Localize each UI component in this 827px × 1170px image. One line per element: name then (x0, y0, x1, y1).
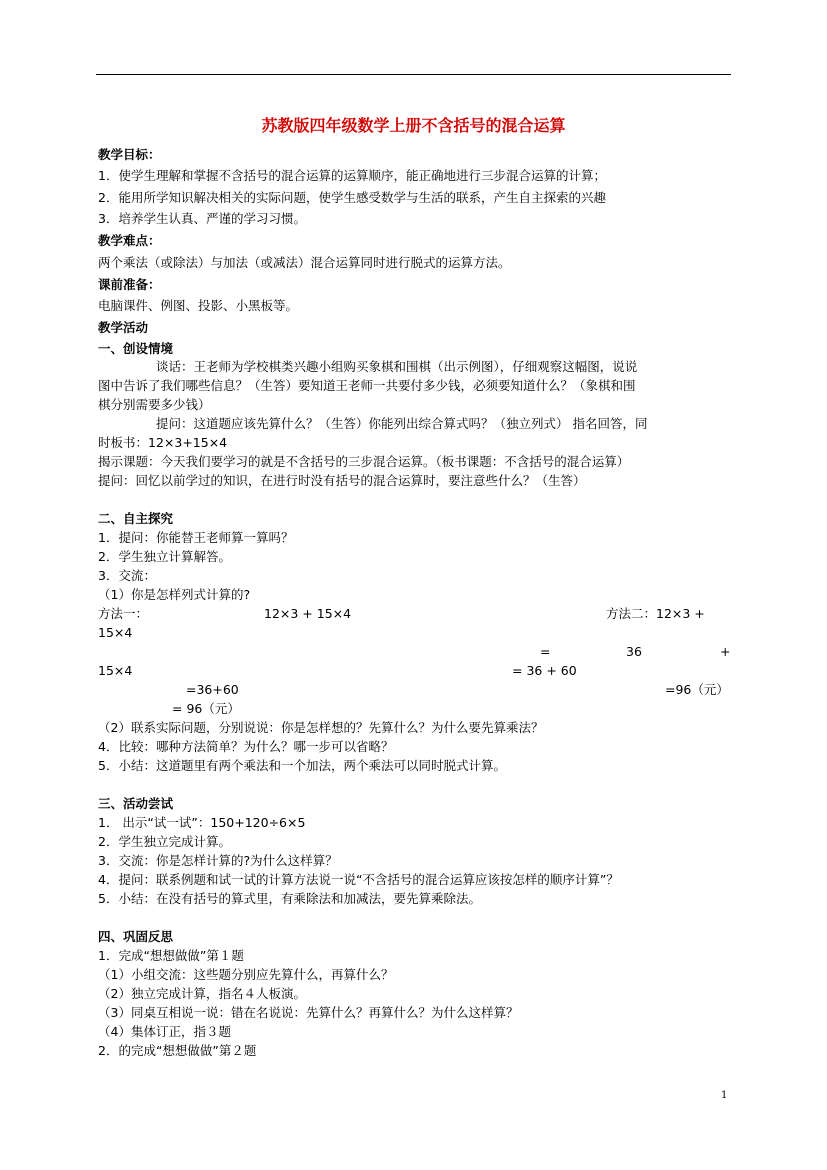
section-1-heading: 一、创设情境 (98, 341, 174, 356)
heading-activities: 教学活动 (98, 320, 149, 335)
method-2-step: =36+60 (186, 682, 239, 697)
method-2-expression-cont: 15×4 (98, 625, 133, 640)
document-title: 苏教版四年级数学上册不含括号的混合运算 (261, 116, 566, 135)
method-1-label: 方法一： (98, 606, 149, 621)
step-3: 3．交流： (98, 568, 156, 583)
topic-reveal: 揭示课题：今天我们要学习的就是不含括号的三步混合运算。（板书课题：不含括号的混合运算） (98, 454, 630, 469)
practice-1-sub-2: （2）独立完成计算，指名４人板演。 (98, 986, 306, 1001)
objective-2: 2．能用所学知识解决相关的实际问题，使学生感受数学与生活的联系，产生自主探索的兴趣 (98, 190, 606, 205)
objective-3: 3．培养学生认真、严谨的学习习惯。 (98, 211, 306, 226)
try-step-2: 2．学生独立完成计算。 (98, 834, 231, 849)
try-step-1: 1． 出示“试一试”：150+120÷6×5 (98, 815, 306, 830)
try-step-3: 3．交流：你是怎样计算的?为什么这样算？ (98, 853, 338, 868)
practice-1-sub-3: （3）同桌互相说一说：错在名说说：先算什么？再算什么？为什么这样算？ (98, 1005, 519, 1020)
practice-1-sub-1: （1）小组交流：这些题分别应先算什么，再算什么？ (98, 967, 394, 982)
section-4-heading: 四、巩固反思 (98, 929, 174, 944)
page-number: 1 (721, 1090, 728, 1101)
paragraph-talk-cont: 图中告诉了我们哪些信息？（生答）要知道王老师一共要付多少钱，必须要知道什么？（象棋和围 (98, 378, 636, 393)
recall-question: 提问：回忆以前学过的知识，在进行时没有括号的混合运算时，要注意些什么？（生答） (98, 473, 586, 488)
method-1-step-1: = 36 + 60 (512, 663, 577, 678)
try-step-5: 5．小结：在没有括号的算式里，有乘除法和加减法，要先算乘除法。 (98, 891, 481, 906)
method-2-result: =96（元） (665, 682, 729, 697)
paragraph-talk: 谈话：王老师为学校棋类兴趣小组购买象棋和围棋（出示例图），仔细观察这幅图，说说 (156, 359, 638, 374)
heading-preparation: 课前准备： (98, 277, 161, 292)
step-2: 2．学生独立计算解答。 (98, 549, 231, 564)
preparation-text: 电脑课件、例图、投影、小黑板等。 (98, 298, 299, 313)
method-2-term: 15×4 (98, 663, 133, 678)
value-36: 36 (626, 644, 642, 659)
step-1: 1．提问：你能替王老师算一算吗？ (98, 530, 294, 545)
method-1-expression: 12×3 + 15×4 (264, 606, 352, 621)
heading-difficulty: 教学难点： (98, 233, 161, 248)
practice-2: 2．的完成“想想做做”第２题 (98, 1043, 257, 1058)
practice-1: 1．完成“想想做做”第１题 (98, 948, 244, 963)
section-3-heading: 三、活动尝试 (98, 796, 174, 811)
method-2-label: 方法二：12×3 + (606, 606, 705, 621)
header-rule (96, 74, 731, 75)
paragraph-question: 提问：这道题应该先算什么？（生答）你能列出综合算式吗？（独立列式） 指名回答，同 (156, 416, 648, 431)
heading-objectives: 教学目标： (98, 147, 161, 162)
plus-sign: + (720, 644, 731, 659)
board-writing: 时板书：12×3+15×4 (98, 435, 228, 450)
step-5: 5．小结：这道题里有两个乘法和一个加法，两个乘法可以同时脱式计算。 (98, 758, 506, 773)
try-step-4: 4．提问：联系例题和试一试的计算方法说一说“不含括号的混合运算应该按怎样的顺序计算”？ (98, 872, 619, 887)
difficulty-text: 两个乘法（或除法）与加法（或减法）混合运算同时进行脱式的运算方法。 (98, 255, 511, 270)
practice-1-sub-4: （4）集体订正，指３题 (98, 1024, 231, 1039)
objective-1: 1．使学生理解和掌握不含括号的混合运算的运算顺序，能正确地进行三步混合运算的计算； (98, 168, 606, 183)
step-3-sub-2: （2）联系实际问题，分别说说：你是怎样想的？先算什么？为什么要先算乘法？ (98, 720, 544, 735)
step-3-sub-1: （1）你是怎样列式计算的? (98, 587, 251, 602)
method-1-result: = 96（元） (172, 701, 240, 716)
paragraph-talk-end: 棋分别需要多少钱） (98, 397, 211, 412)
section-2-heading: 二、自主探究 (98, 511, 174, 526)
step-4: 4．比较：哪种方法简单？为什么？哪一步可以省略？ (98, 739, 394, 754)
equals-sign: = (540, 644, 551, 659)
